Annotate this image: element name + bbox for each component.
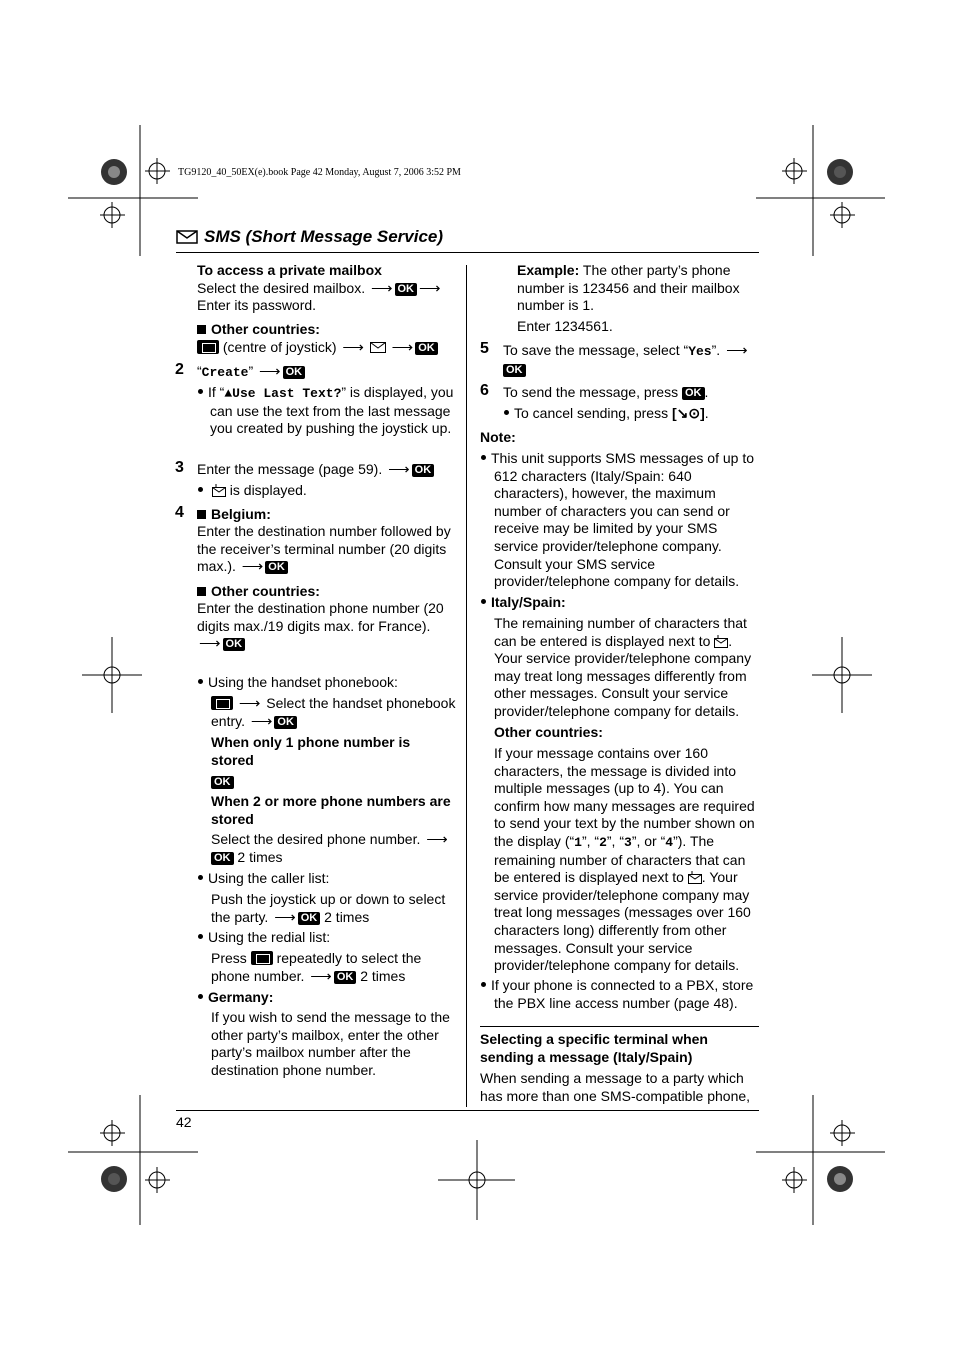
step3-line (197, 461, 459, 479)
step2-line: “Create” ⟶ OK (197, 363, 305, 382)
two-or-more-heading: When 2 or more phone numbers are stored (211, 793, 451, 827)
ok-key-icon: OK (412, 464, 435, 477)
ok-key-icon: OK (265, 561, 288, 574)
redial-list-bullet (198, 929, 330, 947)
arrow-icon: ⟶ (342, 339, 364, 356)
arrow-icon: ⟶ (726, 342, 748, 359)
phonebook-key-icon (211, 696, 233, 710)
bullet-icon (481, 599, 486, 604)
other-countries-body (197, 600, 459, 653)
page-number: 42 (176, 1114, 192, 1130)
germany-bullet (198, 989, 273, 1007)
display-digit-2: 2 (599, 834, 607, 850)
use-last-text-label: Use Last Text? (232, 386, 342, 401)
step5-post: ”. (711, 342, 721, 358)
example-enter: Enter 1234561. (517, 318, 613, 334)
message-counter-icon (212, 484, 226, 497)
bullet-icon (198, 679, 203, 684)
step5-line (503, 342, 759, 378)
belgium-text: Belgium: (211, 506, 271, 522)
display-digit-1: 1 (574, 834, 582, 850)
only-one-number-ok (211, 773, 234, 791)
italy-body-pre: The remaining number of characters that can be entered is displayed next to (494, 615, 747, 649)
private-mailbox-line1 (197, 280, 459, 298)
message-counter-icon (688, 871, 702, 884)
arrow-icon: ⟶ (310, 967, 332, 985)
two-times-text: 2 times (237, 849, 283, 865)
ok-two-times-1 (211, 849, 283, 867)
arrow-icon: ⟶ (250, 712, 273, 730)
only-one-number-heading: When only 1 phone number is stored (211, 734, 411, 768)
ok-key-icon: OK (298, 912, 321, 925)
caller-body-text: Push the joystick up or down to select the party. (211, 891, 446, 925)
redial-bullet-text: Using the redial list: (208, 929, 331, 945)
arrow-icon: ⟶ (370, 280, 393, 297)
ok-key-icon: OK (283, 366, 306, 379)
arrow-icon: ⟶ (259, 363, 281, 380)
square-bullet-icon (197, 325, 206, 334)
square-bullet-icon (197, 510, 206, 519)
print-header: TG9120_40_50EX(e).book Page 42 Monday, August 7, 2006 3:52 PM (178, 167, 461, 178)
step2-bullet-post: ” is displayed, you can use the text from the last message you created by pushing the joystick up. (210, 384, 454, 437)
caller-list-body (211, 891, 459, 926)
select-desired-text: Select the desired phone number. (211, 831, 421, 847)
step-number-5: 5 (480, 340, 489, 357)
other-countries-heading-2 (197, 583, 320, 601)
redial-list-body (211, 950, 459, 985)
other-countries-body-text: Enter the destination phone number (20 digits max./19 digits max. for France). (197, 600, 444, 634)
step-number-3: 3 (175, 459, 184, 476)
example-text: The other party’s phone number is 123456 and their mailbox number is 1. (517, 262, 740, 314)
centre-joystick-text: (centre of joystick) (222, 339, 337, 355)
arrow-icon: ⟶ (199, 635, 221, 653)
off-key-icon: [↘⊙] (671, 405, 705, 421)
italy-spain-body (494, 615, 759, 721)
other-body-pre: If your message contains over 160 characters, the message is divided into multiple messages (up to 4). You can confirm how many messages are required to send your text by the number shown on the display (“ (494, 745, 755, 849)
envelope-icon (370, 342, 386, 353)
create-option: Create (201, 365, 249, 380)
other-countries-heading-1 (197, 321, 320, 339)
ok-key-icon: OK (682, 387, 705, 400)
bullet-icon (504, 410, 509, 415)
column-divider (466, 265, 467, 1107)
germany-bullet-text: Germany: (208, 989, 274, 1005)
arrow-icon: ⟶ (426, 831, 448, 848)
step6-bullet: To cancel sending, press [↘⊙]. (504, 405, 709, 423)
centre-joystick-line (197, 339, 459, 357)
caller-bullet-text: Using the caller list: (208, 870, 330, 886)
step6-line: To send the message, press OK . (503, 384, 709, 400)
envelope-icon (176, 230, 198, 244)
bullet-icon (198, 875, 203, 880)
step-number-6: 6 (480, 382, 489, 399)
phonebook-bullet (198, 674, 398, 692)
step3-text: Enter the message (page 59). (197, 461, 383, 477)
belgium-heading (197, 506, 271, 524)
ok-key-icon: OK (334, 971, 357, 984)
note-1 (481, 450, 759, 591)
terminal-body: When sending a message to a party which has more than one SMS-compatible phone, (480, 1070, 751, 1104)
pbx-note (481, 977, 759, 1012)
step3-bullet (198, 482, 307, 500)
select-desired-number (211, 831, 459, 849)
step2-bullet (198, 384, 460, 438)
ok-key-icon: OK (503, 364, 526, 377)
germany-body: If you wish to send the message to the other party’s mailbox, enter the other party’s mailbox number after the destination phone number. (211, 1009, 450, 1078)
arrow-icon: ⟶ (391, 339, 414, 356)
section-title (176, 227, 759, 253)
other-countries-body-right: If your message contains over 160 characters, the message is divided into multiple messages (up to 4). You can confirm how many messages are required to send your text by the number shown on the display (“1”, “2”, “3”, or “4”). The remaining number of characters that can be entered is displayed next to . Your service provider/telephone company may treat long messages (messages over 160 characters long) differently from other messages. Consult your service provider/telephone company for details. (494, 745, 755, 974)
redial-press-text: Press (211, 950, 247, 966)
bullet-icon (198, 487, 203, 492)
other-countries-1-text: Other countries: (211, 321, 320, 337)
square-bullet-icon (197, 587, 206, 596)
ok-key-icon: OK (211, 776, 234, 789)
step-number-4: 4 (175, 504, 184, 521)
arrow-icon: ⟶ (241, 558, 264, 576)
other-body-post: . Your service provider/telephone company may treat long messages (messages over 160 characters long) differently from other messages. Consult your service provider/telephone company for details. (494, 869, 751, 974)
two-times-text: 2 times (324, 908, 370, 925)
pbx-note-text: If your phone is connected to a PBX, store the PBX line access number (page 48). (491, 977, 754, 1011)
message-counter-icon (714, 635, 728, 648)
phonebook-bullet-text: Using the handset phonebook: (208, 674, 398, 690)
ok-key-icon: OK (211, 852, 234, 865)
section-rule (480, 1026, 759, 1027)
step2-bullet-pre: If “ (208, 384, 225, 400)
step6-text: To send the message, press (503, 384, 679, 400)
bullet-icon (481, 455, 486, 460)
step3-bullet-text: is displayed. (229, 482, 307, 498)
terminal-heading: Selecting a specific terminal when sending a message (Italy/Spain) (480, 1031, 708, 1065)
footer-rule (176, 1110, 759, 1111)
other-body-mid: ). The remaining number of characters that can be entered is displayed next to (494, 832, 746, 886)
example-label: Example: (517, 262, 580, 278)
two-times-text: 2 times (360, 967, 406, 984)
note-1-text: This unit supports SMS messages of up to 612 characters (Italy/Spain: 640 characters), however, the maximum number of characters you can send or receive may be limited by your SMS service provider/telephone company. Consult your SMS service provider/telephone company for details. (491, 450, 755, 590)
ok-key-icon: OK (223, 638, 246, 651)
bullet-icon (198, 934, 203, 939)
arrow-icon: ⟶ (238, 695, 261, 712)
menu-key-icon (197, 340, 219, 354)
phonebook-select (211, 695, 459, 730)
ok-key-icon: OK (415, 342, 438, 355)
step6-bullet-text: To cancel sending, press (514, 405, 669, 421)
arrow-icon: ⟶ (388, 461, 410, 478)
note-heading: Note: (480, 429, 516, 445)
private-mailbox-line2: Enter its password. (197, 297, 317, 313)
italy-spain-text: Italy/Spain: (491, 594, 566, 610)
use-last-text-option: ▲Use Last Text? (224, 386, 342, 401)
arrow-icon: ⟶ (419, 280, 441, 297)
belgium-body (197, 523, 453, 576)
italy-body-post: . Your service provider/telephone company may treat long messages differently from other messages. Consult your service provider/telephone company for details. (494, 632, 752, 719)
bullet-icon (481, 982, 486, 987)
section-title-text: SMS (Short Message Service) (204, 227, 444, 246)
step5-text: To save the message, select “ (503, 342, 689, 358)
redial-body-text: repeatedly to select the phone number. (211, 950, 422, 984)
belgium-body-text: Enter the destination number followed by the receiver’s terminal number (20 digits max.). (197, 523, 451, 575)
display-digit-3: 3 (624, 834, 632, 850)
ok-key-icon: OK (395, 283, 418, 296)
private-mailbox-line1-text: Select the desired mailbox. (197, 280, 366, 296)
arrow-icon: ⟶ (274, 908, 296, 926)
step-number-2: 2 (175, 361, 184, 378)
yes-option: Yes (688, 344, 712, 359)
redial-key-icon (251, 951, 273, 965)
ok-key-icon: OK (274, 716, 297, 729)
bullet-icon (198, 389, 203, 394)
display-digit-4: 4 (665, 834, 674, 850)
other-countries-heading-right: Other countries: (494, 724, 603, 740)
phonebook-select-text: Select the handset phonebook entry. (211, 695, 456, 729)
other-countries-2-text: Other countries: (211, 583, 320, 599)
bullet-icon (198, 994, 203, 999)
private-mailbox-heading: To access a private mailbox (197, 262, 382, 278)
italy-spain-bullet (481, 594, 566, 612)
caller-list-bullet (198, 870, 329, 888)
example-block (517, 262, 759, 315)
